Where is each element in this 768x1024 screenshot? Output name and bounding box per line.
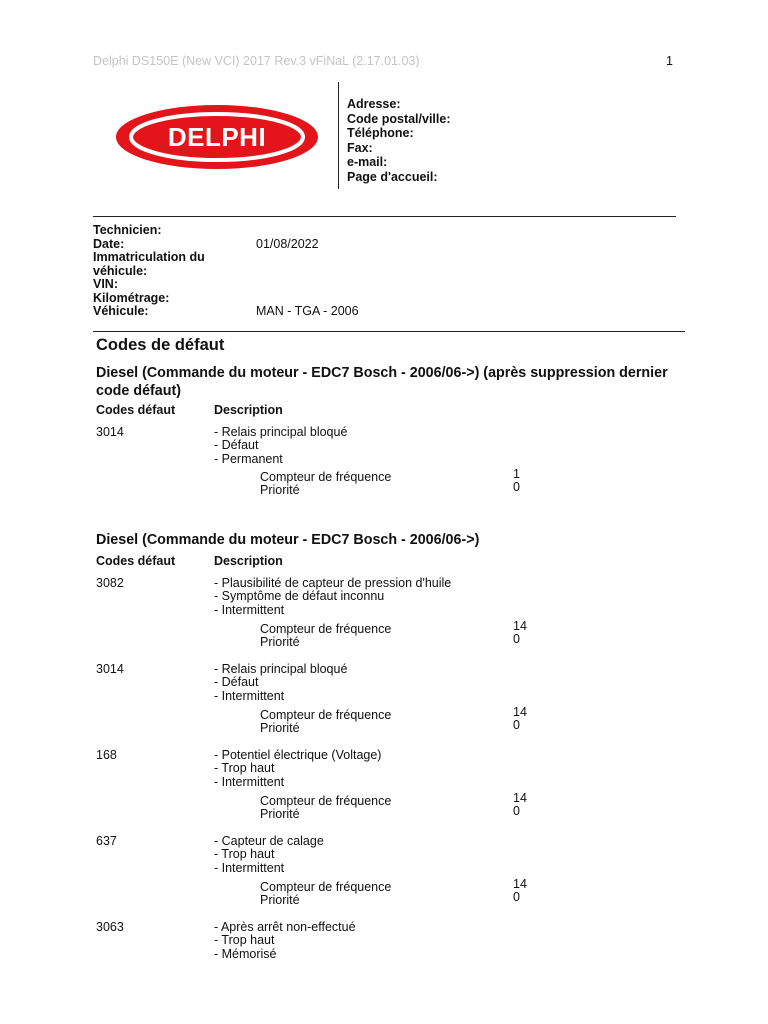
info-label: Immatriculation du <box>93 250 205 264</box>
column-header-description: Description <box>214 554 283 568</box>
fault-description-line: - Après arrêt non-effectué <box>214 920 356 934</box>
postal-city-label: Code postal/ville: <box>347 111 451 126</box>
fault-description-line: - Défaut <box>214 438 259 453</box>
info-row-date <box>93 238 683 252</box>
top-divider <box>93 216 676 217</box>
priority-label: Priorité <box>260 635 300 650</box>
fax-label: Fax: <box>347 140 373 155</box>
fault-description <box>214 921 356 961</box>
column-header-code: Codes défaut <box>96 554 176 568</box>
frequency-label: Compteur de fréquence <box>260 880 392 894</box>
priority-value: 0 <box>513 632 520 647</box>
vehicle-info-table <box>93 224 683 319</box>
fault-code: 168 <box>96 748 117 762</box>
info-label: Kilométrage: <box>93 290 170 305</box>
fault-code: 637 <box>96 834 117 848</box>
frequency-value: 14 <box>513 705 527 719</box>
fault-description <box>214 749 381 789</box>
fault-sub-labels <box>260 881 391 908</box>
fault-sub-values <box>513 706 527 733</box>
info-row-vin <box>93 278 683 292</box>
frequency-label: Compteur de fréquence <box>260 470 392 484</box>
info-value <box>256 278 683 292</box>
fault-sub-values <box>513 792 527 819</box>
fault-sub-values <box>513 878 527 905</box>
info-value: MAN - TGA - 2006 <box>256 304 359 318</box>
frequency-value: 14 <box>513 619 527 633</box>
frequency-value: 1 <box>513 467 520 481</box>
info-row-technician <box>93 224 683 238</box>
frequency-label: Compteur de fréquence <box>260 794 392 808</box>
fault-code: 3014 <box>96 425 124 439</box>
fault-description-line: - Intermittent <box>214 688 285 703</box>
fault-description-line: - Intermittent <box>214 860 285 875</box>
fault-description-line: - Relais principal bloqué <box>214 662 348 676</box>
info-label: Technicien: <box>93 223 162 237</box>
delphi-logo <box>114 103 320 171</box>
info-row-vehicle <box>93 305 683 319</box>
info-row-registration <box>93 251 683 265</box>
section-title: Diesel (Commande du moteur - EDC7 Bosch - 2006/06->) <box>96 532 480 548</box>
column-header-description: Description <box>214 403 283 417</box>
info-value <box>256 292 683 306</box>
page-number: 1 <box>666 54 673 68</box>
frequency-label: Compteur de fréquence <box>260 622 392 636</box>
info-row-registration-cont <box>93 265 683 279</box>
fault-description <box>214 577 451 617</box>
column-header-code: Codes défaut <box>96 403 176 417</box>
fault-description-line: - Trop haut <box>214 761 275 776</box>
frequency-value: 14 <box>513 877 527 891</box>
priority-value: 0 <box>513 480 520 495</box>
fault-sub-labels <box>260 623 391 650</box>
info-label: véhicule: <box>93 263 148 278</box>
fault-sub-labels <box>260 709 391 736</box>
fault-description-line: - Trop haut <box>214 933 275 948</box>
fault-description-line: - Capteur de calage <box>214 834 324 848</box>
fault-description-line: - Plausibilité de capteur de pression d'huile <box>214 576 452 590</box>
fault-description <box>214 835 324 875</box>
address-divider <box>338 82 339 189</box>
info-value <box>256 251 683 265</box>
fault-sub-values <box>513 468 520 495</box>
info-value <box>256 265 683 279</box>
priority-label: Priorité <box>260 807 300 822</box>
homepage-label: Page d'accueil: <box>347 169 438 184</box>
info-value: 01/08/2022 <box>256 236 319 251</box>
fault-code: 3063 <box>96 920 124 934</box>
fault-description-line: - Intermittent <box>214 602 285 617</box>
priority-label: Priorité <box>260 483 300 498</box>
address-label: Adresse: <box>347 97 401 111</box>
info-label: VIN: <box>93 277 118 291</box>
fault-description <box>214 426 347 466</box>
info-row-mileage <box>93 292 683 306</box>
fault-description-line: - Trop haut <box>214 847 275 862</box>
fault-code: 3082 <box>96 576 124 590</box>
logo-text: DELPHI <box>167 122 267 152</box>
priority-label: Priorité <box>260 721 300 736</box>
phone-label: Téléphone: <box>347 126 414 141</box>
page-title: Codes de défaut <box>96 336 225 354</box>
fault-description-line: - Relais principal bloqué <box>214 425 348 439</box>
priority-label: Priorité <box>260 893 300 908</box>
info-value <box>256 224 683 238</box>
address-block <box>347 98 451 186</box>
email-label: e-mail: <box>347 155 388 170</box>
fault-description-line: - Symptôme de défaut inconnu <box>214 589 385 604</box>
frequency-label: Compteur de fréquence <box>260 708 392 722</box>
fault-description-line: - Potentiel électrique (Voltage) <box>214 748 382 762</box>
info-label: Véhicule: <box>93 304 149 318</box>
priority-value: 0 <box>513 718 520 733</box>
fault-description-line: - Mémorisé <box>214 946 277 961</box>
fault-description-line: - Intermittent <box>214 774 285 789</box>
fault-sub-labels <box>260 471 391 498</box>
section-title: Diesel (Commande du moteur - EDC7 Bosch - 2006/06->) (après suppression dernier code défaut) <box>96 365 668 399</box>
priority-value: 0 <box>513 804 520 819</box>
fault-code: 3014 <box>96 662 124 676</box>
info-label: Date: <box>93 236 125 251</box>
priority-value: 0 <box>513 890 520 905</box>
software-header: Delphi DS150E (New VCI) 2017 Rev.3 vFiNaL (2.17.01.03) <box>93 54 420 68</box>
fault-description <box>214 663 347 703</box>
frequency-value: 14 <box>513 791 527 805</box>
section-divider <box>93 331 685 332</box>
fault-sub-labels <box>260 795 391 822</box>
fault-description-line: - Défaut <box>214 675 259 690</box>
fault-sub-values <box>513 620 527 647</box>
fault-description-line: - Permanent <box>214 451 283 466</box>
